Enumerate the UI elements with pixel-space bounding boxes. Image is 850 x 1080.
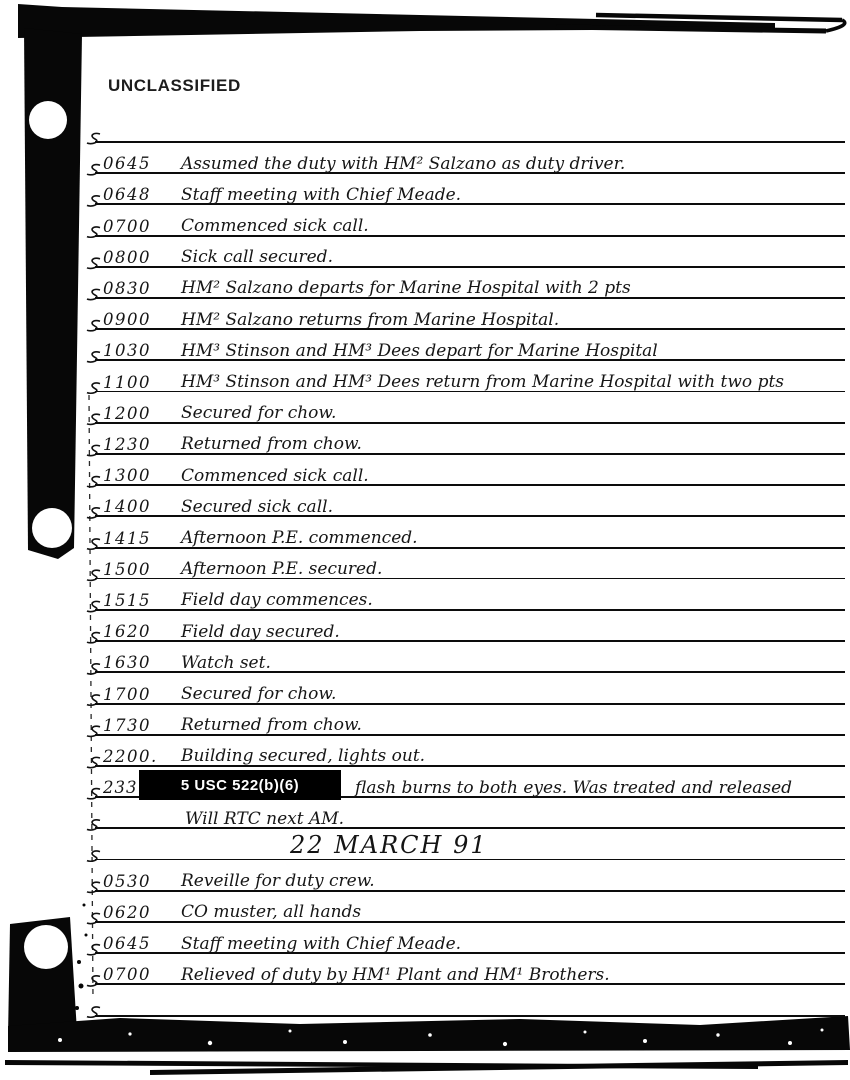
entry-text: CO muster, all hands xyxy=(181,902,362,923)
hole-punch-top xyxy=(29,101,67,139)
entry-text: flash burns to both eyes. Was treated and released xyxy=(355,777,793,798)
hole-punch-bottom xyxy=(24,925,68,969)
log-entry-row xyxy=(103,298,846,329)
entry-time: 1415 xyxy=(103,528,151,548)
log-entry-row xyxy=(103,236,846,267)
log-entry-row xyxy=(103,485,846,516)
log-entry-row xyxy=(103,173,846,204)
log-entry-row xyxy=(103,267,846,298)
log-entry-row xyxy=(103,361,846,392)
log-entry-row xyxy=(103,704,846,735)
log-entry-row xyxy=(103,922,846,953)
hole-punch-middle xyxy=(32,508,72,548)
entry-text: HM² Salzano departs for Marine Hospital with 2 pts xyxy=(181,278,631,299)
scan-edge-bottom xyxy=(5,1016,850,1075)
entry-text: Staff meeting with Chief Meade. xyxy=(181,184,462,205)
entry-time: 1630 xyxy=(103,653,151,673)
entry-text: Returned from chow. xyxy=(181,434,362,455)
log-entry-row xyxy=(103,953,846,984)
entry-time: 1300 xyxy=(103,466,151,486)
entry-text: Secured for chow. xyxy=(181,683,337,704)
entry-time: 1730 xyxy=(103,715,151,735)
entry-time: 0645 xyxy=(103,934,151,954)
entry-text: Assumed the duty with HM² Salzano as duty driver. xyxy=(181,153,626,174)
log-entry-row xyxy=(103,641,846,672)
scan-edge-top-right xyxy=(556,15,845,31)
entry-time: 1515 xyxy=(103,591,151,610)
log-entry-row xyxy=(103,329,846,360)
entry-text: Secured for chow. xyxy=(181,403,337,424)
log-entry-row xyxy=(103,205,846,236)
entry-text: Commenced sick call. xyxy=(181,465,369,486)
entry-text: Watch set. xyxy=(181,652,271,673)
log-entry-row xyxy=(103,735,846,766)
entry-time: 0830 xyxy=(103,279,151,298)
scan-edge-top xyxy=(18,4,775,38)
entry-time: 0530 xyxy=(103,871,151,891)
entry-text: Will RTC next AM. xyxy=(185,808,345,829)
entry-text: Reveille for duty crew. xyxy=(181,871,375,892)
entry-text: Field day secured. xyxy=(181,621,340,642)
entry-time: 1100 xyxy=(103,372,151,392)
margin-line xyxy=(89,395,93,1000)
log-entry-row xyxy=(103,673,846,704)
entry-time: 0700 xyxy=(103,965,151,985)
entry-time: 1030 xyxy=(103,341,151,361)
entry-text: Secured sick call. xyxy=(181,496,333,517)
ruled-line xyxy=(95,1015,845,1017)
log-entry-continuation xyxy=(185,797,846,828)
entry-time: 1230 xyxy=(103,435,151,454)
log-entry-row xyxy=(103,142,846,173)
entry-time: 0800 xyxy=(103,247,151,267)
entry-text: Field day commences. xyxy=(181,590,373,611)
entry-time: 1200 xyxy=(103,403,151,423)
log-entry-row xyxy=(103,610,846,641)
entry-time: 0700 xyxy=(103,216,151,236)
binder-block-bottom-left xyxy=(8,917,77,1037)
entry-time: 0620 xyxy=(103,903,151,922)
entry-text: Returned from chow. xyxy=(181,715,362,736)
entry-time: 233 xyxy=(103,778,138,798)
log-entry-row xyxy=(103,891,846,922)
entry-time: 0900 xyxy=(103,310,151,330)
redaction-box: 5 USC 522(b)(6) xyxy=(139,770,341,800)
date-header: 22 MARCH 91 xyxy=(290,830,488,859)
entry-text: HM³ Stinson and HM³ Dees return from Marine Hospital with two pts xyxy=(181,371,785,392)
entry-text: Relieved of duty by HM¹ Plant and HM¹ Brothers. xyxy=(181,964,610,985)
entry-time: 1400 xyxy=(103,497,151,517)
log-entry-row xyxy=(103,579,846,610)
entry-text: HM³ Stinson and HM³ Dees depart for Marine Hospital xyxy=(181,340,658,361)
entry-text: Building secured, lights out. xyxy=(181,746,426,767)
log-entry-row-redacted xyxy=(103,766,846,797)
entry-time: 1500 xyxy=(103,559,151,579)
log-entry-row xyxy=(103,423,846,454)
scan-speckles xyxy=(75,904,88,1011)
entry-text: Afternoon P.E. secured. xyxy=(181,559,383,580)
log-entry-row xyxy=(103,454,846,485)
entry-text: Sick call secured. xyxy=(181,247,333,268)
log-entry-row xyxy=(103,517,846,548)
log-entry-row xyxy=(103,392,846,423)
classification-marking: UNCLASSIFIED xyxy=(108,76,241,95)
entry-text: Afternoon P.E. commenced. xyxy=(181,527,418,548)
log-entry-row xyxy=(103,860,846,891)
entry-time: 0645 xyxy=(103,154,151,174)
entry-text: HM² Salzano returns from Marine Hospital. xyxy=(181,309,560,330)
entry-time: 2200. xyxy=(103,747,158,766)
entry-time: 0648 xyxy=(103,185,151,205)
log-entry-row xyxy=(103,548,846,579)
entry-text: Commenced sick call. xyxy=(181,215,369,236)
entry-text: Staff meeting with Chief Meade. xyxy=(181,933,462,954)
entry-time: 1620 xyxy=(103,622,151,642)
binder-band-left xyxy=(24,28,82,559)
entry-time: 1700 xyxy=(103,684,151,704)
